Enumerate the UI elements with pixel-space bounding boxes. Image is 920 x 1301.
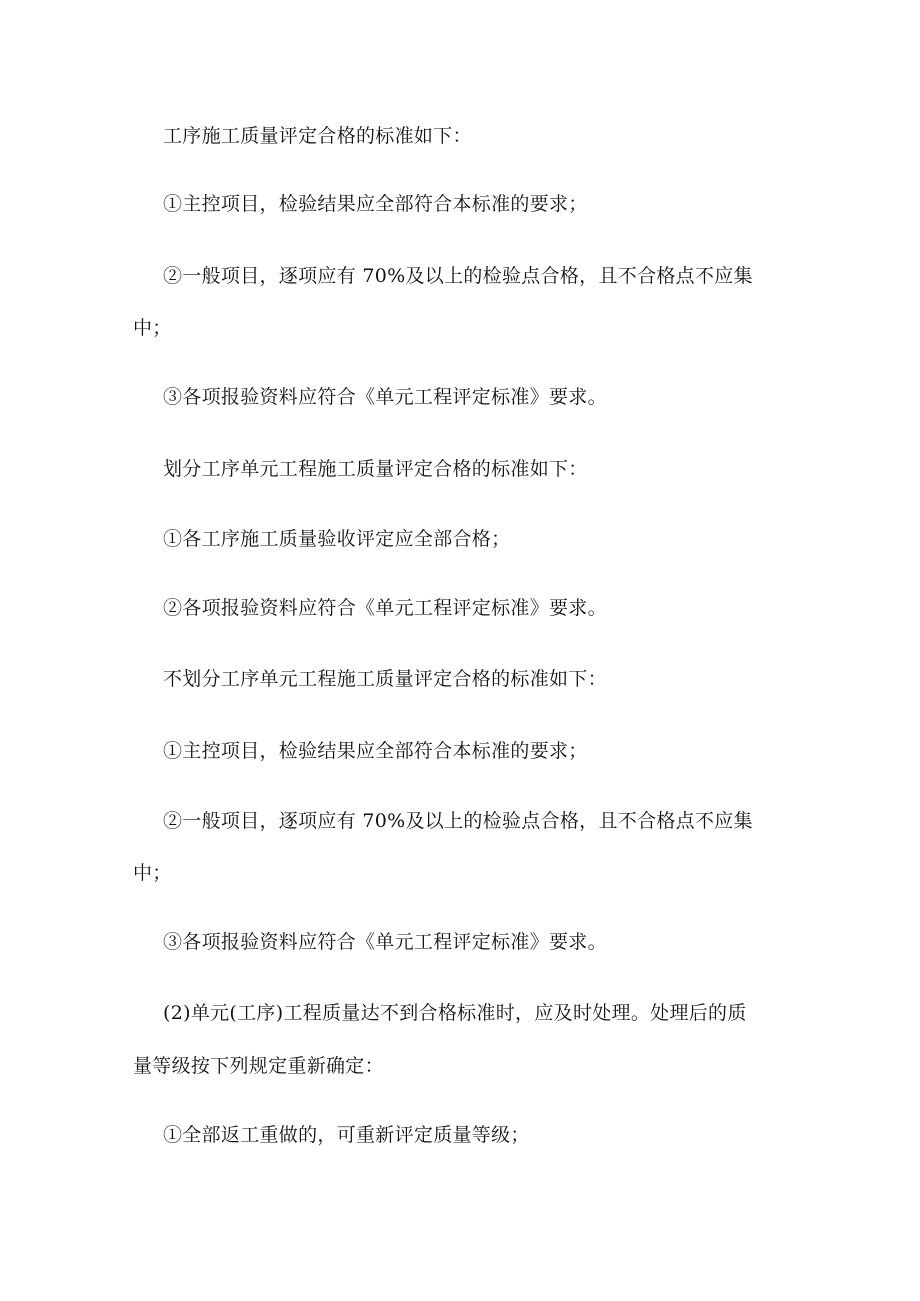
paragraph-inspection-data: ②各项报验资料应符合《单元工程评定标准》要求。 (163, 597, 607, 619)
paragraph-general-item: ②一般项目，逐项应有 70%及以上的检验点合格，且不合格点不应集 (163, 265, 753, 287)
paragraph-substandard-handling-continuation: 量等级按下列规定重新确定： (133, 1055, 384, 1077)
paragraph-main-control-item: ①主控项目，检验结果应全部符合本标准的要求； (163, 740, 588, 762)
paragraph-main-control-item: ①主控项目，检验结果应全部符合本标准的要求； (163, 193, 588, 215)
paragraph-substandard-handling: (2)单元(工序)工程质量达不到合格标准时，应及时处理。处理后的质 (163, 1002, 747, 1024)
paragraph-process-standard-heading: 工序施工质量评定合格的标准如下： (163, 125, 472, 147)
paragraph-inspection-data: ③各项报验资料应符合《单元工程评定标准》要求。 (163, 931, 607, 953)
paragraph-full-rework: ①全部返工重做的，可重新评定质量等级； (163, 1124, 530, 1146)
paragraph-general-item-continuation: 中； (133, 862, 172, 884)
paragraph-general-item-continuation: 中； (133, 317, 172, 339)
paragraph-all-processes-qualified: ①各工序施工质量验收评定应全部合格； (163, 528, 511, 550)
paragraph-inspection-data: ③各项报验资料应符合《单元工程评定标准》要求。 (163, 386, 607, 408)
paragraph-undivided-process-heading: 不划分工序单元工程施工质量评定合格的标准如下： (163, 668, 607, 690)
paragraph-divided-process-heading: 划分工序单元工程施工质量评定合格的标准如下： (163, 458, 588, 480)
paragraph-general-item: ②一般项目，逐项应有 70%及以上的检验点合格，且不合格点不应集 (163, 810, 753, 832)
